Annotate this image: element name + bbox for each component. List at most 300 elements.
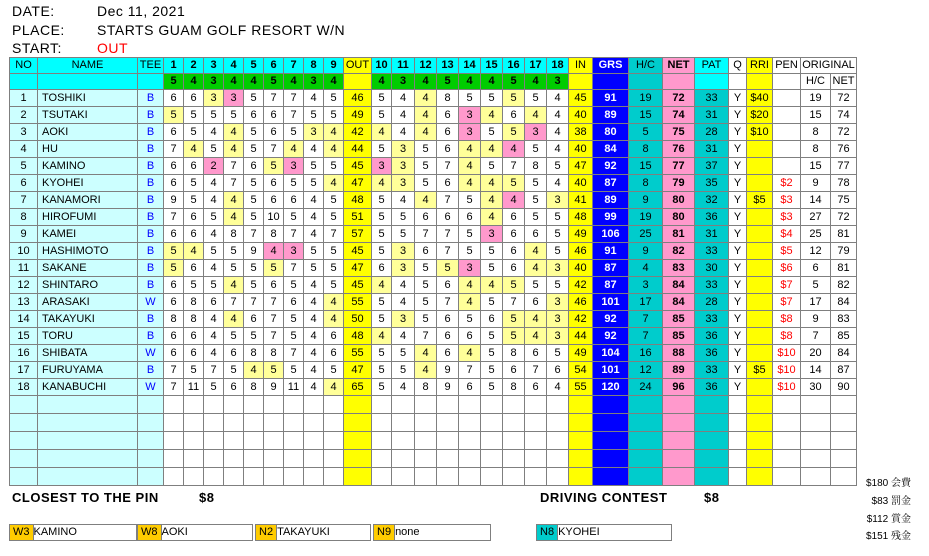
hole-score: 7 bbox=[284, 345, 304, 362]
empty-cell bbox=[264, 468, 284, 486]
net-score: 85 bbox=[663, 311, 695, 328]
col-q: Q bbox=[729, 58, 747, 74]
hole-score: 5 bbox=[481, 243, 503, 260]
empty-cell bbox=[204, 396, 224, 414]
empty-cell bbox=[304, 468, 324, 486]
empty-cell bbox=[801, 432, 831, 450]
hole-score: 5 bbox=[392, 209, 415, 226]
empty-cell bbox=[415, 432, 437, 450]
empty-cell bbox=[264, 414, 284, 432]
hole-score: 4 bbox=[392, 277, 415, 294]
empty-cell bbox=[184, 468, 204, 486]
q-value: Y bbox=[729, 294, 747, 311]
hole-score: 3 bbox=[392, 141, 415, 158]
empty-cell bbox=[773, 450, 801, 468]
penalty-value: $8 bbox=[773, 328, 801, 345]
par-value: 4 bbox=[372, 74, 392, 90]
hole-score: 6 bbox=[503, 243, 525, 260]
pin-winner: AOKI bbox=[161, 526, 188, 538]
pat-value: 33 bbox=[695, 243, 729, 260]
hole-score: 5 bbox=[324, 90, 344, 107]
player-no: 8 bbox=[10, 209, 38, 226]
hole-score: 3 bbox=[284, 158, 304, 175]
empty-cell bbox=[437, 414, 459, 432]
hole-score: 4 bbox=[372, 277, 392, 294]
hole-score: 5 bbox=[224, 260, 244, 277]
original-net: 82 bbox=[831, 277, 857, 294]
empty-cell bbox=[344, 396, 372, 414]
hole-score: 5 bbox=[547, 209, 569, 226]
empty-cell bbox=[503, 468, 525, 486]
hole-score: 7 bbox=[264, 90, 284, 107]
empty-cell bbox=[38, 414, 138, 432]
hole-score: 4 bbox=[372, 175, 392, 192]
q-value: Y bbox=[729, 141, 747, 158]
handicap: 4 bbox=[629, 260, 663, 277]
hole-score: 4 bbox=[184, 243, 204, 260]
rri-value bbox=[747, 243, 773, 260]
empty-cell bbox=[525, 468, 547, 486]
handicap: 24 bbox=[629, 379, 663, 396]
player-tee: B bbox=[138, 260, 164, 277]
hole-score: 3 bbox=[392, 175, 415, 192]
original-net: 78 bbox=[831, 175, 857, 192]
hole-score: 5 bbox=[525, 277, 547, 294]
player-row bbox=[10, 226, 857, 243]
empty-cell bbox=[593, 432, 629, 450]
hole-score: 8 bbox=[244, 345, 264, 362]
empty-cell bbox=[224, 396, 244, 414]
col-original: ORIGINAL bbox=[801, 58, 857, 74]
hole-score: 5 bbox=[372, 311, 392, 328]
hole-score: 5 bbox=[503, 175, 525, 192]
in-total: 48 bbox=[569, 209, 593, 226]
empty-cell bbox=[437, 468, 459, 486]
hole-score: 8 bbox=[184, 311, 204, 328]
penalty-value bbox=[773, 124, 801, 141]
par-blank bbox=[663, 74, 695, 90]
player-name: SAKANE bbox=[38, 260, 138, 277]
hole-score: 6 bbox=[324, 328, 344, 345]
hole-score: 4 bbox=[284, 141, 304, 158]
pat-value: 28 bbox=[695, 294, 729, 311]
driving-amount: $8 bbox=[704, 490, 720, 505]
original-hc: 9 bbox=[801, 311, 831, 328]
player-name: FURUYAMA bbox=[38, 362, 138, 379]
hole-score: 7 bbox=[324, 226, 344, 243]
player-row bbox=[10, 362, 857, 379]
penalty-value bbox=[773, 90, 801, 107]
place-label: PLACE: bbox=[12, 22, 65, 38]
hole-score: 6 bbox=[184, 328, 204, 345]
hole-score: 8 bbox=[264, 345, 284, 362]
hole-score: 4 bbox=[525, 311, 547, 328]
hole-score: 8 bbox=[224, 226, 244, 243]
empty-cell bbox=[437, 450, 459, 468]
player-name: HIROFUMI bbox=[38, 209, 138, 226]
empty-cell bbox=[569, 414, 593, 432]
original-net: 74 bbox=[831, 107, 857, 124]
empty-cell bbox=[392, 414, 415, 432]
net-score: 85 bbox=[663, 328, 695, 345]
player-tee: B bbox=[138, 311, 164, 328]
in-total: 44 bbox=[569, 328, 593, 345]
hole-score: 4 bbox=[304, 192, 324, 209]
par-value: 4 bbox=[459, 74, 481, 90]
pat-value: 33 bbox=[695, 311, 729, 328]
hole-score: 6 bbox=[481, 311, 503, 328]
hole-score: 3 bbox=[284, 243, 304, 260]
q-value: Y bbox=[729, 107, 747, 124]
hole-score: 4 bbox=[547, 124, 569, 141]
col-hole-14: 14 bbox=[459, 58, 481, 74]
hole-score: 7 bbox=[224, 294, 244, 311]
pat-value: 37 bbox=[695, 158, 729, 175]
empty-cell bbox=[503, 396, 525, 414]
hole-score: 5 bbox=[525, 209, 547, 226]
out-total: 57 bbox=[344, 226, 372, 243]
pat-value: 31 bbox=[695, 141, 729, 158]
handicap: 8 bbox=[629, 141, 663, 158]
col-pen: PEN bbox=[773, 58, 801, 74]
player-tee: B bbox=[138, 107, 164, 124]
empty-cell bbox=[264, 450, 284, 468]
player-tee: B bbox=[138, 141, 164, 158]
out-total: 44 bbox=[344, 141, 372, 158]
hole-score: 6 bbox=[264, 192, 284, 209]
hole-score: 6 bbox=[503, 260, 525, 277]
pat-value: 31 bbox=[695, 107, 729, 124]
empty-cell bbox=[459, 468, 481, 486]
hole-score: 4 bbox=[392, 90, 415, 107]
place-value: STARTS GUAM GOLF RESORT W/N bbox=[97, 22, 346, 38]
hole-score: 5 bbox=[244, 175, 264, 192]
handicap: 9 bbox=[629, 243, 663, 260]
par-value: 4 bbox=[224, 74, 244, 90]
drive-box-n8 bbox=[536, 524, 672, 541]
player-tee: B bbox=[138, 124, 164, 141]
hole-score: 5 bbox=[164, 107, 184, 124]
empty-cell bbox=[415, 396, 437, 414]
hole-score: 4 bbox=[547, 175, 569, 192]
hole-score: 5 bbox=[481, 328, 503, 345]
hole-score: 5 bbox=[372, 362, 392, 379]
hole-score: 6 bbox=[437, 141, 459, 158]
handicap: 3 bbox=[629, 277, 663, 294]
hole-score: 7 bbox=[415, 328, 437, 345]
hole-score: 6 bbox=[503, 362, 525, 379]
hole-score: 4 bbox=[459, 294, 481, 311]
net-score: 88 bbox=[663, 345, 695, 362]
hole-score: 6 bbox=[284, 294, 304, 311]
in-total: 45 bbox=[569, 90, 593, 107]
player-name: AOKI bbox=[38, 124, 138, 141]
rri-value bbox=[747, 141, 773, 158]
hole-score: 7 bbox=[437, 192, 459, 209]
start-label: START: bbox=[12, 40, 62, 56]
par-blank bbox=[38, 74, 138, 90]
penalty-value: $2 bbox=[773, 175, 801, 192]
hole-score: 6 bbox=[437, 277, 459, 294]
penalty-value bbox=[773, 107, 801, 124]
hole-score: 4 bbox=[525, 243, 547, 260]
player-name: TSUTAKI bbox=[38, 107, 138, 124]
out-total: 51 bbox=[344, 209, 372, 226]
net-score: 96 bbox=[663, 379, 695, 396]
empty-cell bbox=[695, 396, 729, 414]
hole-score: 6 bbox=[284, 192, 304, 209]
player-row bbox=[10, 90, 857, 107]
hole-score: 6 bbox=[525, 379, 547, 396]
col-no: NO bbox=[10, 58, 38, 74]
gross-score: 106 bbox=[593, 226, 629, 243]
empty-cell bbox=[547, 414, 569, 432]
rri-value: $20 bbox=[747, 107, 773, 124]
hole-score: 5 bbox=[204, 141, 224, 158]
empty-cell bbox=[10, 432, 38, 450]
player-name: KAMEI bbox=[38, 226, 138, 243]
empty-cell bbox=[773, 468, 801, 486]
empty-cell bbox=[138, 414, 164, 432]
empty-cell bbox=[729, 414, 747, 432]
empty-cell bbox=[459, 432, 481, 450]
hole-score: 5 bbox=[244, 124, 264, 141]
hole-score: 4 bbox=[481, 141, 503, 158]
player-row bbox=[10, 107, 857, 124]
par-value: 4 bbox=[244, 74, 264, 90]
empty-cell bbox=[481, 450, 503, 468]
hole-score: 7 bbox=[164, 379, 184, 396]
empty-cell bbox=[304, 414, 324, 432]
empty-cell bbox=[344, 432, 372, 450]
hole-score: 7 bbox=[244, 294, 264, 311]
par-value: 4 bbox=[525, 74, 547, 90]
hole-score: 5 bbox=[415, 277, 437, 294]
empty-cell bbox=[593, 414, 629, 432]
hole-score: 4 bbox=[224, 192, 244, 209]
empty-cell bbox=[10, 396, 38, 414]
hole-score: 6 bbox=[437, 311, 459, 328]
empty-cell bbox=[372, 396, 392, 414]
player-no: 14 bbox=[10, 311, 38, 328]
player-row bbox=[10, 379, 857, 396]
handicap: 19 bbox=[629, 90, 663, 107]
hole-score: 9 bbox=[437, 362, 459, 379]
out-total: 55 bbox=[344, 345, 372, 362]
player-no: 10 bbox=[10, 243, 38, 260]
col-hole-10: 10 bbox=[372, 58, 392, 74]
hole-score: 4 bbox=[304, 328, 324, 345]
hole-score: 3 bbox=[304, 124, 324, 141]
fee-balance: $151 残金 bbox=[865, 531, 911, 542]
par-blank bbox=[695, 74, 729, 90]
hole-score: 5 bbox=[184, 362, 204, 379]
hole-score: 5 bbox=[372, 107, 392, 124]
empty-cell bbox=[729, 450, 747, 468]
empty-cell bbox=[324, 468, 344, 486]
empty-cell bbox=[695, 414, 729, 432]
hole-score: 3 bbox=[392, 311, 415, 328]
handicap: 19 bbox=[629, 209, 663, 226]
original-hc: 9 bbox=[801, 175, 831, 192]
hole-score: 5 bbox=[184, 124, 204, 141]
penalty-value bbox=[773, 158, 801, 175]
hole-score: 5 bbox=[264, 260, 284, 277]
empty-cell bbox=[729, 432, 747, 450]
hole-score: 8 bbox=[503, 345, 525, 362]
q-value: Y bbox=[729, 345, 747, 362]
hole-score: 6 bbox=[264, 175, 284, 192]
hole-score: 5 bbox=[184, 192, 204, 209]
net-score: 76 bbox=[663, 141, 695, 158]
pat-value: 33 bbox=[695, 277, 729, 294]
hole-score: 3 bbox=[525, 124, 547, 141]
fee-penalty: $83 罰金 bbox=[871, 496, 911, 507]
header-row bbox=[10, 58, 857, 74]
col-orig-hc: H/C bbox=[801, 74, 831, 90]
hole-score: 4 bbox=[415, 90, 437, 107]
empty-cell bbox=[138, 432, 164, 450]
hole-score: 4 bbox=[481, 107, 503, 124]
empty-cell bbox=[10, 450, 38, 468]
hole-score: 7 bbox=[503, 158, 525, 175]
empty-cell bbox=[831, 432, 857, 450]
player-row bbox=[10, 141, 857, 158]
hole-score: 4 bbox=[224, 311, 244, 328]
rri-value bbox=[747, 294, 773, 311]
empty-cell bbox=[344, 450, 372, 468]
empty-cell bbox=[695, 450, 729, 468]
par-blank bbox=[773, 74, 801, 90]
hole-score: 6 bbox=[184, 90, 204, 107]
empty-cell bbox=[184, 414, 204, 432]
q-value: Y bbox=[729, 226, 747, 243]
gross-score: 84 bbox=[593, 141, 629, 158]
hole-score: 6 bbox=[244, 311, 264, 328]
hole-score: 4 bbox=[372, 328, 392, 345]
hole-score: 6 bbox=[264, 277, 284, 294]
player-no: 18 bbox=[10, 379, 38, 396]
player-name: KANAMORI bbox=[38, 192, 138, 209]
hole-score: 7 bbox=[284, 90, 304, 107]
empty-cell bbox=[392, 432, 415, 450]
empty-cell bbox=[284, 432, 304, 450]
original-hc: 7 bbox=[801, 328, 831, 345]
player-row bbox=[10, 192, 857, 209]
hole-score: 5 bbox=[481, 158, 503, 175]
hole-score: 7 bbox=[284, 260, 304, 277]
fee-prize: $112 賞金 bbox=[866, 514, 911, 525]
hole-score: 7 bbox=[437, 158, 459, 175]
in-total: 40 bbox=[569, 175, 593, 192]
col-hole-16: 16 bbox=[503, 58, 525, 74]
hole-score: 3 bbox=[372, 158, 392, 175]
hole-score: 5 bbox=[284, 328, 304, 345]
empty-cell bbox=[459, 396, 481, 414]
out-total: 48 bbox=[344, 328, 372, 345]
empty-cell bbox=[164, 414, 184, 432]
player-no: 15 bbox=[10, 328, 38, 345]
hole-score: 4 bbox=[304, 379, 324, 396]
original-hc: 15 bbox=[801, 107, 831, 124]
hole-score: 5 bbox=[372, 345, 392, 362]
net-score: 81 bbox=[663, 226, 695, 243]
empty-cell bbox=[831, 414, 857, 432]
hole-score: 3 bbox=[459, 124, 481, 141]
par-blank bbox=[344, 74, 372, 90]
penalty-value: $8 bbox=[773, 311, 801, 328]
empty-cell bbox=[831, 450, 857, 468]
rri-value bbox=[747, 209, 773, 226]
pat-value: 33 bbox=[695, 362, 729, 379]
hole-score: 3 bbox=[392, 260, 415, 277]
par-blank bbox=[10, 74, 38, 90]
player-tee: B bbox=[138, 362, 164, 379]
empty-cell bbox=[593, 450, 629, 468]
hole-score: 5 bbox=[304, 158, 324, 175]
pin-box-n9 bbox=[373, 524, 491, 541]
empty-cell bbox=[629, 450, 663, 468]
player-name: KANABUCHI bbox=[38, 379, 138, 396]
original-net: 81 bbox=[831, 226, 857, 243]
hole-score: 3 bbox=[392, 243, 415, 260]
hole-score: 6 bbox=[415, 243, 437, 260]
player-tee: W bbox=[138, 345, 164, 362]
player-row bbox=[10, 243, 857, 260]
original-net: 75 bbox=[831, 192, 857, 209]
empty-cell bbox=[663, 414, 695, 432]
empty-cell bbox=[663, 396, 695, 414]
player-no: 6 bbox=[10, 175, 38, 192]
hole-score: 4 bbox=[372, 124, 392, 141]
hole-score: 5 bbox=[204, 277, 224, 294]
hole-score: 5 bbox=[324, 277, 344, 294]
hole-score: 6 bbox=[184, 158, 204, 175]
out-total: 65 bbox=[344, 379, 372, 396]
rri-value bbox=[747, 328, 773, 345]
hole-score: 6 bbox=[184, 260, 204, 277]
hole-score: 7 bbox=[264, 294, 284, 311]
q-value: Y bbox=[729, 209, 747, 226]
hole-score: 4 bbox=[525, 328, 547, 345]
hole-score: 4 bbox=[459, 158, 481, 175]
hole-score: 11 bbox=[284, 379, 304, 396]
hole-score: 5 bbox=[372, 141, 392, 158]
hole-score: 4 bbox=[204, 345, 224, 362]
hole-score: 6 bbox=[437, 124, 459, 141]
gross-score: 99 bbox=[593, 209, 629, 226]
hole-score: 5 bbox=[547, 226, 569, 243]
hole-score: 4 bbox=[224, 209, 244, 226]
hole-score: 4 bbox=[324, 379, 344, 396]
hole-score: 8 bbox=[184, 294, 204, 311]
col-hole-18: 18 bbox=[547, 58, 569, 74]
hole-score: 5 bbox=[284, 362, 304, 379]
player-tee: B bbox=[138, 209, 164, 226]
hole-score: 6 bbox=[224, 345, 244, 362]
hole-score: 5 bbox=[244, 192, 264, 209]
hole-score: 5 bbox=[244, 209, 264, 226]
rri-value: $5 bbox=[747, 362, 773, 379]
original-net: 84 bbox=[831, 345, 857, 362]
empty-row bbox=[10, 468, 857, 486]
rri-value bbox=[747, 311, 773, 328]
in-total: 47 bbox=[569, 158, 593, 175]
col-hole-5: 5 bbox=[244, 58, 264, 74]
net-score: 80 bbox=[663, 209, 695, 226]
hole-score: 5 bbox=[224, 107, 244, 124]
original-net: 90 bbox=[831, 379, 857, 396]
